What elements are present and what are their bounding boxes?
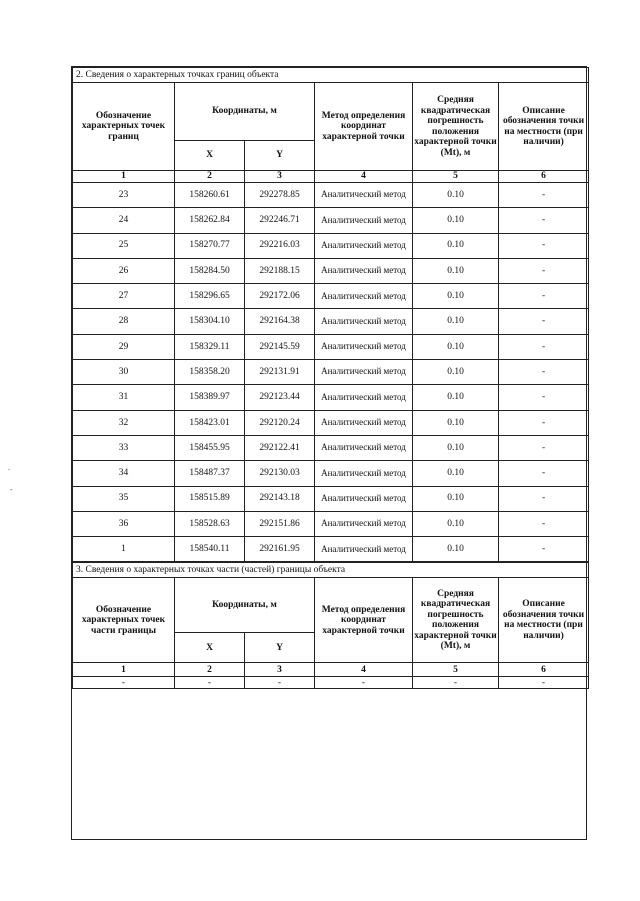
document-page-frame bbox=[71, 66, 587, 840]
point-designation: 1 bbox=[73, 537, 175, 562]
boundary-points-body bbox=[73, 183, 589, 562]
accuracy-cell: 0.10 bbox=[413, 360, 499, 385]
method-cell: Аналитический метод bbox=[315, 284, 413, 309]
method-cell: Аналитический метод bbox=[315, 360, 413, 385]
point-designation: 23 bbox=[73, 183, 175, 208]
coordinate-y: 292145.59 bbox=[245, 334, 315, 359]
point-designation: 31 bbox=[73, 385, 175, 410]
accuracy-cell: 0.10 bbox=[413, 435, 499, 460]
method-cell: Аналитический метод bbox=[315, 258, 413, 283]
method-cell: Аналитический метод bbox=[315, 309, 413, 334]
method-cell: Аналитический метод bbox=[315, 233, 413, 258]
coordinate-x: 158358.20 bbox=[175, 360, 245, 385]
description-cell: - bbox=[499, 183, 589, 208]
coordinate-x: 158296.65 bbox=[175, 284, 245, 309]
coordinate-y: 292161.95 bbox=[245, 537, 315, 562]
header-method: Метод определения координат характерной точки bbox=[315, 578, 413, 663]
table-row bbox=[73, 511, 589, 536]
point-designation: 30 bbox=[73, 360, 175, 385]
coordinate-x: 158389.97 bbox=[175, 385, 245, 410]
part-boundary-points-table bbox=[72, 562, 589, 689]
header-y: Y bbox=[245, 633, 315, 663]
description-cell: - bbox=[499, 677, 589, 689]
coordinate-x: 158487.37 bbox=[175, 461, 245, 486]
method-cell: Аналитический метод bbox=[315, 486, 413, 511]
header-description: Описание обозначения точки на местности (при наличии) bbox=[499, 83, 589, 171]
description-cell: - bbox=[499, 410, 589, 435]
table-row bbox=[73, 309, 589, 334]
method-cell: Аналитический метод bbox=[315, 435, 413, 460]
header-accuracy: Средняя квадратическая погрешность положения характерной точки (Mt), м bbox=[413, 83, 499, 171]
coordinate-y: - bbox=[245, 677, 315, 689]
point-designation: 33 bbox=[73, 435, 175, 460]
point-designation: - bbox=[73, 677, 175, 689]
description-cell: - bbox=[499, 385, 589, 410]
table-row bbox=[73, 486, 589, 511]
table-row bbox=[73, 677, 589, 689]
table-row bbox=[73, 258, 589, 283]
description-cell: - bbox=[499, 435, 589, 460]
accuracy-cell: 0.10 bbox=[413, 537, 499, 562]
coordinate-y: 292164.38 bbox=[245, 309, 315, 334]
accuracy-cell: 0.10 bbox=[413, 233, 499, 258]
accuracy-cell: 0.10 bbox=[413, 461, 499, 486]
coordinate-y: 292122.41 bbox=[245, 435, 315, 460]
section2-caption: 2. Сведения о характерных точках границ объекта bbox=[73, 68, 589, 83]
coordinate-y: 292123.44 bbox=[245, 385, 315, 410]
col-number: 2 bbox=[175, 171, 245, 183]
header-description: Описание обозначения точки на местности (при наличии) bbox=[499, 578, 589, 663]
description-cell: - bbox=[499, 233, 589, 258]
header-designation: Обозначение характерных точек части границы bbox=[73, 578, 175, 663]
method-cell: - bbox=[315, 677, 413, 689]
description-cell: - bbox=[499, 511, 589, 536]
method-cell: Аналитический метод bbox=[315, 183, 413, 208]
description-cell: - bbox=[499, 258, 589, 283]
table-row bbox=[73, 208, 589, 233]
coordinate-x: 158270.77 bbox=[175, 233, 245, 258]
method-cell: Аналитический метод bbox=[315, 334, 413, 359]
point-designation: 35 bbox=[73, 486, 175, 511]
accuracy-cell: 0.10 bbox=[413, 183, 499, 208]
scan-speck: - bbox=[10, 485, 13, 494]
point-designation: 28 bbox=[73, 309, 175, 334]
description-cell: - bbox=[499, 334, 589, 359]
coordinate-x: 158329.11 bbox=[175, 334, 245, 359]
accuracy-cell: 0.10 bbox=[413, 486, 499, 511]
accuracy-cell: 0.10 bbox=[413, 258, 499, 283]
col-number: 5 bbox=[413, 663, 499, 677]
col-number: 3 bbox=[245, 171, 315, 183]
col-number: 5 bbox=[413, 171, 499, 183]
coordinate-y: 292130.03 bbox=[245, 461, 315, 486]
table-row bbox=[73, 183, 589, 208]
header-accuracy: Средняя квадратическая погрешность положения характерной точки (Mt), м bbox=[413, 578, 499, 663]
coordinate-x: - bbox=[175, 677, 245, 689]
col-number: 6 bbox=[499, 171, 589, 183]
coordinate-x: 158423.01 bbox=[175, 410, 245, 435]
table-row bbox=[73, 360, 589, 385]
col-number: 4 bbox=[315, 171, 413, 183]
point-designation: 36 bbox=[73, 511, 175, 536]
description-cell: - bbox=[499, 309, 589, 334]
accuracy-cell: 0.10 bbox=[413, 208, 499, 233]
col-number: 1 bbox=[73, 171, 175, 183]
method-cell: Аналитический метод bbox=[315, 410, 413, 435]
section3-caption: 3. Сведения о характерных точках части (частей) границы объекта bbox=[73, 563, 589, 578]
col-number: 6 bbox=[499, 663, 589, 677]
table-row bbox=[73, 385, 589, 410]
method-cell: Аналитический метод bbox=[315, 461, 413, 486]
coordinate-y: 292120.24 bbox=[245, 410, 315, 435]
coordinate-x: 158262.84 bbox=[175, 208, 245, 233]
accuracy-cell: 0.10 bbox=[413, 410, 499, 435]
header-method: Метод определения координат характерной точки bbox=[315, 83, 413, 171]
coordinate-y: 292216.03 bbox=[245, 233, 315, 258]
accuracy-cell: 0.10 bbox=[413, 511, 499, 536]
point-designation: 24 bbox=[73, 208, 175, 233]
description-cell: - bbox=[499, 284, 589, 309]
description-cell: - bbox=[499, 208, 589, 233]
coordinate-x: 158455.95 bbox=[175, 435, 245, 460]
point-designation: 26 bbox=[73, 258, 175, 283]
header-x: X bbox=[175, 633, 245, 663]
header-y: Y bbox=[245, 141, 315, 171]
table-row bbox=[73, 461, 589, 486]
table-row bbox=[73, 334, 589, 359]
coordinate-x: 158260.61 bbox=[175, 183, 245, 208]
col-number: 1 bbox=[73, 663, 175, 677]
description-cell: - bbox=[499, 461, 589, 486]
accuracy-cell: 0.10 bbox=[413, 385, 499, 410]
accuracy-cell: 0.10 bbox=[413, 334, 499, 359]
scan-speck: . bbox=[8, 463, 10, 472]
method-cell: Аналитический метод bbox=[315, 385, 413, 410]
table-row bbox=[73, 537, 589, 562]
point-designation: 29 bbox=[73, 334, 175, 359]
header-designation: Обозначение характерных точек границ bbox=[73, 83, 175, 171]
point-designation: 25 bbox=[73, 233, 175, 258]
point-designation: 34 bbox=[73, 461, 175, 486]
point-designation: 32 bbox=[73, 410, 175, 435]
description-cell: - bbox=[499, 537, 589, 562]
header-coordinates: Координаты, м bbox=[175, 83, 315, 141]
col-number: 2 bbox=[175, 663, 245, 677]
coordinate-y: 292188.15 bbox=[245, 258, 315, 283]
accuracy-cell: 0.10 bbox=[413, 284, 499, 309]
header-x: X bbox=[175, 141, 245, 171]
coordinate-y: 292278.85 bbox=[245, 183, 315, 208]
col-number: 3 bbox=[245, 663, 315, 677]
col-number: 4 bbox=[315, 663, 413, 677]
point-designation: 27 bbox=[73, 284, 175, 309]
table-row bbox=[73, 233, 589, 258]
coordinate-x: 158304.10 bbox=[175, 309, 245, 334]
description-cell: - bbox=[499, 360, 589, 385]
coordinate-y: 292143.18 bbox=[245, 486, 315, 511]
table-row bbox=[73, 410, 589, 435]
header-coordinates: Координаты, м bbox=[175, 578, 315, 633]
coordinate-x: 158515.89 bbox=[175, 486, 245, 511]
method-cell: Аналитический метод bbox=[315, 511, 413, 536]
coordinate-y: 292151.86 bbox=[245, 511, 315, 536]
table-row bbox=[73, 435, 589, 460]
accuracy-cell: 0.10 bbox=[413, 309, 499, 334]
coordinate-x: 158528.63 bbox=[175, 511, 245, 536]
method-cell: Аналитический метод bbox=[315, 208, 413, 233]
part-boundary-points-body bbox=[73, 677, 589, 689]
table-row bbox=[73, 284, 589, 309]
coordinate-y: 292172.06 bbox=[245, 284, 315, 309]
coordinate-x: 158284.50 bbox=[175, 258, 245, 283]
accuracy-cell: - bbox=[413, 677, 499, 689]
coordinate-x: 158540.11 bbox=[175, 537, 245, 562]
coordinate-y: 292246.71 bbox=[245, 208, 315, 233]
coordinate-y: 292131.91 bbox=[245, 360, 315, 385]
description-cell: - bbox=[499, 486, 589, 511]
method-cell: Аналитический метод bbox=[315, 537, 413, 562]
boundary-points-table bbox=[72, 67, 589, 562]
